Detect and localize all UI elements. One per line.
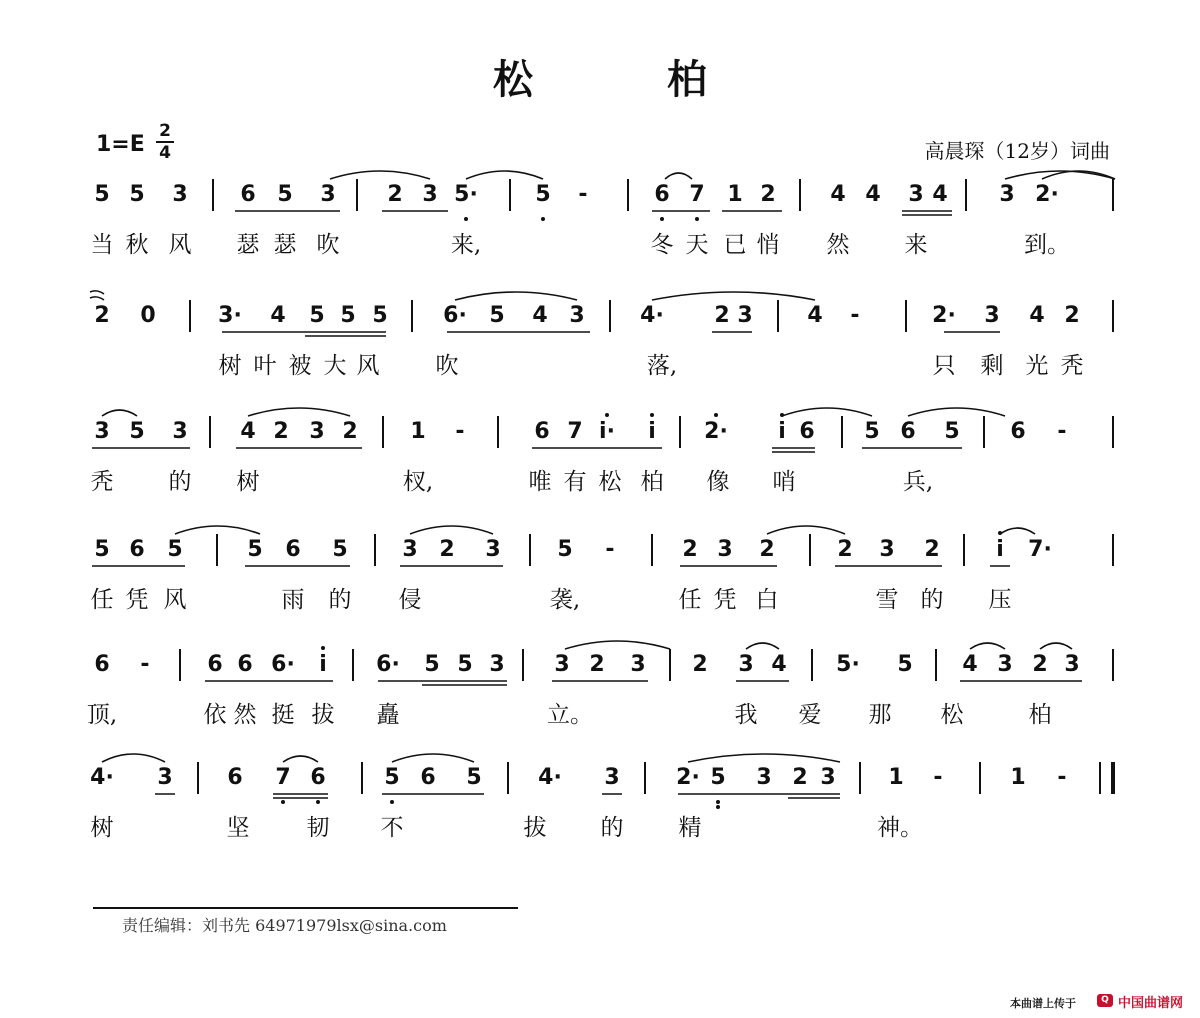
- note: 6: [420, 765, 436, 790]
- lyric-syllable: 光: [1025, 353, 1049, 379]
- note: 4: [962, 652, 978, 677]
- tie-arc: [455, 292, 577, 300]
- upload-note: 本曲谱上传于: [1010, 997, 1076, 1010]
- note: 6: [207, 652, 223, 677]
- note: 4: [865, 182, 881, 207]
- note: 7: [567, 419, 583, 444]
- composer-credit: 高晨琛（12岁）词曲: [924, 139, 1110, 163]
- note: -: [1057, 419, 1067, 444]
- note: 5: [944, 419, 960, 444]
- note: 3: [997, 652, 1013, 677]
- lyric-syllable: 只: [932, 353, 956, 379]
- tie-arc: [665, 173, 692, 179]
- editor-credit: 责任编辑：刘书先 64971979lsx@sina.com: [122, 916, 447, 935]
- tie-arc: [102, 754, 165, 762]
- lyric-syllable: 顶,: [86, 702, 118, 728]
- note: 3: [569, 303, 585, 328]
- note: 2: [759, 537, 775, 562]
- note: 5·: [836, 652, 860, 677]
- note: 3: [1064, 652, 1080, 677]
- note: i·: [599, 419, 615, 444]
- site-logo-icon: Q: [1097, 994, 1113, 1007]
- staff-line: [0, 748, 1200, 868]
- lyric-syllable: 韧: [306, 815, 330, 841]
- key-signature: 1=E: [96, 132, 145, 157]
- tie-arc: [283, 756, 318, 762]
- note: 2: [837, 537, 853, 562]
- note: 2·: [932, 303, 956, 328]
- lyric-syllable: 风: [356, 353, 380, 379]
- note: 6·: [376, 652, 400, 677]
- note: 2: [342, 419, 358, 444]
- note: i: [648, 419, 656, 444]
- tie-arc: [330, 171, 430, 179]
- octave-dot-below: [695, 217, 699, 221]
- octave-dot-above: [650, 413, 654, 417]
- note: 6: [310, 765, 326, 790]
- note: 3: [94, 419, 110, 444]
- note: 2: [273, 419, 289, 444]
- note: 6: [227, 765, 243, 790]
- staff-line: [0, 402, 1200, 522]
- note: 5: [557, 537, 573, 562]
- note: 1: [410, 419, 426, 444]
- lyric-syllable: 唯: [528, 469, 552, 495]
- note: -: [850, 303, 860, 328]
- octave-dot-below: [541, 217, 545, 221]
- lyric-syllable: 白: [755, 587, 779, 613]
- tie-arc: [746, 643, 779, 649]
- octave-dot-below: [316, 800, 320, 804]
- note: 6: [534, 419, 550, 444]
- footer-divider: [93, 907, 518, 909]
- note: 2: [760, 182, 776, 207]
- octave-dot-above: [321, 646, 325, 650]
- lyric-syllable: 不: [380, 815, 404, 841]
- tie-arc: [1005, 171, 1115, 179]
- time-signature: [156, 122, 174, 162]
- note: 0: [140, 303, 156, 328]
- note: 2: [682, 537, 698, 562]
- note: -: [455, 419, 465, 444]
- note: 5: [247, 537, 263, 562]
- lyric-syllable: 的: [920, 587, 944, 613]
- tie-arc: [175, 526, 260, 534]
- octave-dot-above: [998, 531, 1002, 535]
- octave-dot-below: [464, 217, 468, 221]
- note: 5: [167, 537, 183, 562]
- note: 5: [277, 182, 293, 207]
- lyric-syllable: 冬: [650, 232, 674, 258]
- note: 6·: [271, 652, 295, 677]
- lyric-syllable: 秃: [90, 469, 114, 495]
- lyric-syllable: 神。: [877, 815, 923, 841]
- song-title: 松 柏: [493, 56, 767, 103]
- note: -: [605, 537, 615, 562]
- note: 2·: [676, 765, 700, 790]
- note: -: [140, 652, 150, 677]
- note: 6: [285, 537, 301, 562]
- tie-arc: [565, 641, 670, 649]
- note: i: [996, 537, 1004, 562]
- lyric-syllable: 树: [236, 469, 260, 495]
- lyric-syllable: 哨: [772, 469, 796, 495]
- lyric-syllable: 精: [678, 815, 702, 841]
- note: 3: [172, 182, 188, 207]
- note: 4: [532, 303, 548, 328]
- lyric-syllable: 依: [203, 702, 227, 728]
- note: 4: [932, 182, 948, 207]
- note: 3: [309, 419, 325, 444]
- note: 4·: [538, 765, 562, 790]
- lyric-syllable: 凭: [713, 587, 737, 613]
- note: 2: [1032, 652, 1048, 677]
- note: 5: [94, 537, 110, 562]
- lyric-syllable: 悄: [756, 232, 780, 258]
- note: 3: [172, 419, 188, 444]
- octave-dot-below: [390, 800, 394, 804]
- breath-mark-icon: [88, 286, 108, 306]
- lyric-syllable: 树: [218, 353, 242, 379]
- note: 6: [240, 182, 256, 207]
- note: 5·: [454, 182, 478, 207]
- note: i: [319, 652, 327, 677]
- tie-arc: [970, 643, 1005, 649]
- lyric-syllable: 像: [706, 469, 730, 495]
- note: 5: [466, 765, 482, 790]
- lyric-syllable: 风: [163, 587, 187, 613]
- tie-arc: [102, 410, 137, 416]
- octave-dot-below: [716, 800, 720, 804]
- staff-marks: [0, 286, 1200, 406]
- lyric-syllable: 叶: [253, 353, 277, 379]
- tie-arc: [652, 292, 815, 300]
- lyric-syllable: 坚: [226, 815, 250, 841]
- staff-line: [0, 165, 1200, 285]
- time-signature-bottom: 4: [159, 143, 171, 163]
- note: -: [578, 182, 588, 207]
- note: 4: [1029, 303, 1045, 328]
- lyric-syllable: 柏: [1028, 702, 1052, 728]
- lyric-syllable: 有: [563, 469, 587, 495]
- note: 4·: [90, 765, 114, 790]
- tie-arc: [1000, 528, 1035, 534]
- note: 2·: [704, 419, 728, 444]
- lyric-syllable: 剩: [980, 353, 1004, 379]
- note: 6: [799, 419, 815, 444]
- lyric-syllable: 拔: [311, 702, 335, 728]
- note: 2: [94, 303, 110, 328]
- lyric-syllable: 的: [600, 815, 624, 841]
- tie-arc: [782, 408, 872, 416]
- note: 3: [908, 182, 924, 207]
- note: 3: [485, 537, 501, 562]
- lyric-syllable: 压: [988, 587, 1012, 613]
- note: -: [1057, 765, 1067, 790]
- lyric-syllable: 杈,: [402, 469, 434, 495]
- lyric-syllable: 吹: [435, 353, 459, 379]
- lyric-syllable: 那: [868, 702, 892, 728]
- lyric-syllable: 当: [90, 232, 114, 258]
- note: 3: [604, 765, 620, 790]
- lyric-syllable: 立。: [547, 702, 593, 728]
- note: 4: [830, 182, 846, 207]
- lyric-syllable: 的: [168, 469, 192, 495]
- note: 1: [1010, 765, 1026, 790]
- note: 5: [424, 652, 440, 677]
- note: 4: [771, 652, 787, 677]
- octave-dot-above: [605, 413, 609, 417]
- note: 3: [554, 652, 570, 677]
- lyric-syllable: 大: [323, 353, 347, 379]
- lyric-syllable: 已: [723, 232, 747, 258]
- note: 2: [714, 303, 730, 328]
- note: 4: [270, 303, 286, 328]
- lyric-syllable: 瑟: [273, 232, 297, 258]
- lyric-syllable: 瑟: [236, 232, 260, 258]
- lyric-syllable: 来: [904, 232, 928, 258]
- lyric-syllable: 然: [233, 702, 257, 728]
- note: i: [778, 419, 786, 444]
- lyric-syllable: 树: [90, 815, 114, 841]
- note: 3: [630, 652, 646, 677]
- note: 5: [129, 182, 145, 207]
- note: 5: [710, 765, 726, 790]
- note: 6: [94, 652, 110, 677]
- note: 2: [1064, 303, 1080, 328]
- lyric-syllable: 风: [168, 232, 192, 258]
- lyric-syllable: 雪: [875, 587, 899, 613]
- note: 3: [820, 765, 836, 790]
- lyric-syllable: 兵,: [902, 469, 934, 495]
- lyric-syllable: 拔: [523, 815, 547, 841]
- lyric-syllable: 矗: [376, 702, 400, 728]
- note: 5: [94, 182, 110, 207]
- note: 4: [240, 419, 256, 444]
- note: 4: [807, 303, 823, 328]
- lyric-syllable: 来,: [450, 232, 482, 258]
- tie-arc: [248, 408, 350, 416]
- note: 6: [654, 182, 670, 207]
- tie-arc: [466, 171, 543, 179]
- note: -: [933, 765, 943, 790]
- note: 2·: [1035, 182, 1059, 207]
- octave-dot-below: [281, 800, 285, 804]
- note: 6: [900, 419, 916, 444]
- note: 5: [535, 182, 551, 207]
- note: 3: [489, 652, 505, 677]
- octave-dot-below: [716, 805, 720, 809]
- lyric-syllable: 被: [288, 353, 312, 379]
- octave-dot-above: [780, 413, 784, 417]
- tie-arc: [767, 526, 845, 534]
- lyric-syllable: 我: [734, 702, 758, 728]
- note: 3: [717, 537, 733, 562]
- tie-arc: [1040, 643, 1072, 649]
- note: 7: [689, 182, 705, 207]
- note: 3: [984, 303, 1000, 328]
- lyric-syllable: 秋: [125, 232, 149, 258]
- staff-line: [0, 635, 1200, 755]
- tie-arc: [688, 754, 840, 762]
- note: 5: [457, 652, 473, 677]
- note: 1: [888, 765, 904, 790]
- note: 1: [727, 182, 743, 207]
- note: 3: [402, 537, 418, 562]
- note: 6·: [443, 303, 467, 328]
- note: 2: [439, 537, 455, 562]
- note: 2: [924, 537, 940, 562]
- lyric-syllable: 的: [328, 587, 352, 613]
- note: 3: [422, 182, 438, 207]
- lyric-syllable: 任: [90, 587, 114, 613]
- lyric-syllable: 秃: [1060, 353, 1084, 379]
- lyric-syllable: 挺: [271, 702, 295, 728]
- lyric-syllable: 然: [826, 232, 850, 258]
- note: 3: [756, 765, 772, 790]
- lyric-syllable: 天: [685, 232, 709, 258]
- note: 3: [157, 765, 173, 790]
- note: 3: [738, 652, 754, 677]
- note: 2: [792, 765, 808, 790]
- note: 3: [320, 182, 336, 207]
- note: 5: [489, 303, 505, 328]
- tie-arc: [392, 754, 474, 762]
- note: 5: [309, 303, 325, 328]
- time-signature-top: 2: [159, 121, 171, 141]
- lyric-syllable: 柏: [640, 469, 664, 495]
- note: 5: [384, 765, 400, 790]
- lyric-syllable: 雨: [281, 587, 305, 613]
- note: 5: [372, 303, 388, 328]
- staff-line: [0, 520, 1200, 640]
- note: 4·: [640, 303, 664, 328]
- octave-dot-above: [714, 413, 718, 417]
- tie-arc: [410, 526, 493, 534]
- note: 6: [237, 652, 253, 677]
- note: 3: [737, 303, 753, 328]
- note: 2: [387, 182, 403, 207]
- lyric-syllable: 侵: [398, 587, 422, 613]
- lyric-syllable: 凭: [125, 587, 149, 613]
- lyric-syllable: 松: [940, 702, 964, 728]
- note: 3: [879, 537, 895, 562]
- lyric-syllable: 任: [678, 587, 702, 613]
- tie-arc: [908, 408, 1005, 416]
- note: 6: [129, 537, 145, 562]
- note: 5: [332, 537, 348, 562]
- lyric-syllable: 袭,: [549, 587, 581, 613]
- note: 5: [897, 652, 913, 677]
- note: 7·: [1028, 537, 1052, 562]
- note: 2: [692, 652, 708, 677]
- staff-line: [0, 286, 1200, 406]
- lyric-syllable: 吹: [316, 232, 340, 258]
- note: 5: [340, 303, 356, 328]
- lyric-syllable: 松: [598, 469, 622, 495]
- note: 7: [275, 765, 291, 790]
- note: 2: [589, 652, 605, 677]
- lyric-syllable: 到。: [1024, 232, 1070, 258]
- octave-dot-below: [660, 217, 664, 221]
- lyric-syllable: 落,: [646, 353, 678, 379]
- note: 3·: [218, 303, 242, 328]
- lyric-syllable: 爱: [798, 702, 822, 728]
- note: 6: [1010, 419, 1026, 444]
- note: 5: [129, 419, 145, 444]
- site-name: 中国曲谱网: [1118, 996, 1184, 1011]
- note: 5: [864, 419, 880, 444]
- note: 3: [999, 182, 1015, 207]
